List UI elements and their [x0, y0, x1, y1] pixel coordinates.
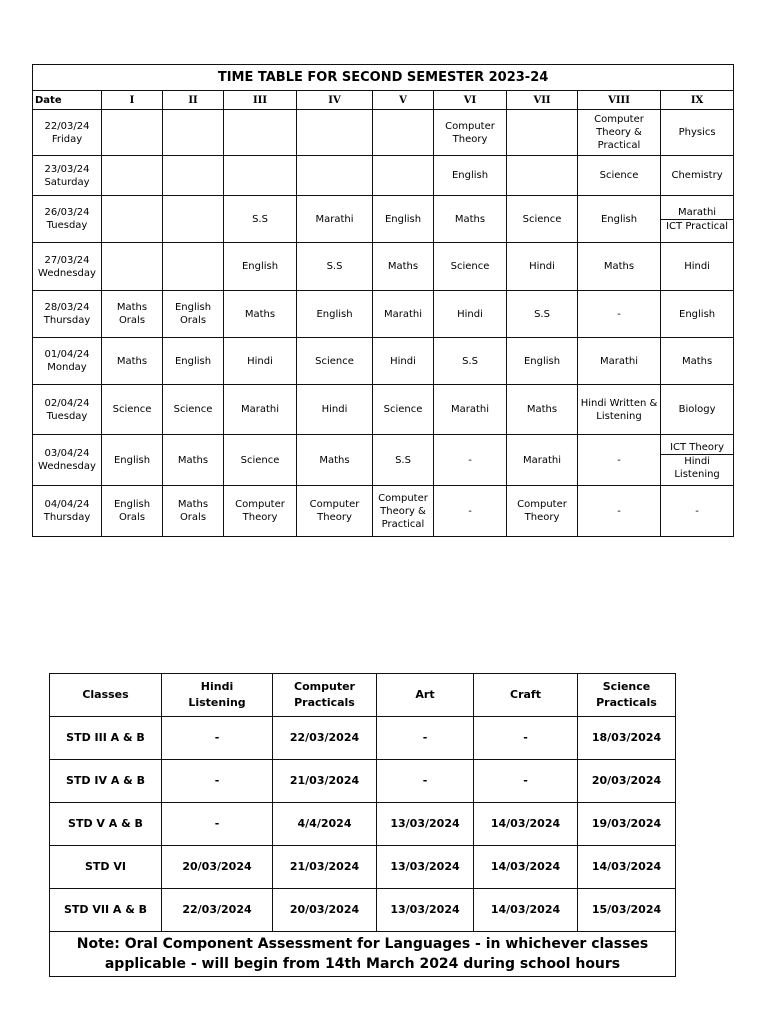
subject-cell: Computer Theory & Practical: [578, 110, 661, 156]
subject-cell: [507, 110, 578, 156]
practical-date-cell: 20/03/2024: [162, 846, 273, 889]
class-column-header: IV: [297, 91, 373, 110]
subject-cell: [507, 156, 578, 196]
practical-date-cell: 19/03/2024: [578, 803, 676, 846]
subject-cell: Hindi Written & Listening: [578, 385, 661, 435]
subject-cell: Maths: [163, 435, 224, 486]
practical-date-cell: 14/03/2024: [474, 803, 578, 846]
timetable-title: TIME TABLE FOR SECOND SEMESTER 2023-24: [33, 65, 734, 91]
subject-cell: -: [661, 486, 734, 537]
class-column-header: VII: [507, 91, 578, 110]
subject-cell: English: [578, 196, 661, 243]
subject-cell: Science: [163, 385, 224, 435]
subject-cell: Maths: [434, 196, 507, 243]
practicals-row: [50, 889, 676, 932]
subject-cell: [102, 156, 163, 196]
practical-date-cell: 13/03/2024: [377, 889, 474, 932]
subject-cell: S.S: [507, 291, 578, 338]
subject-cell: Maths: [297, 435, 373, 486]
timetable-header-row: [33, 91, 734, 110]
subject-cell: -: [578, 486, 661, 537]
subject-cell: [297, 156, 373, 196]
subject-cell: English Orals: [102, 486, 163, 537]
subject-cell: Maths: [224, 291, 297, 338]
subject-cell: Maths: [661, 338, 734, 385]
class-name-cell: STD III A & B: [50, 717, 162, 760]
timetable-row: [33, 243, 734, 291]
practical-date-cell: -: [162, 760, 273, 803]
practical-date-cell: 13/03/2024: [377, 846, 474, 889]
subject-cell: [224, 110, 297, 156]
subject-cell: Science: [434, 243, 507, 291]
subject-cell: Maths: [507, 385, 578, 435]
exam-timetable: [32, 64, 734, 537]
subject-cell: Biology: [661, 385, 734, 435]
subject-cell: [163, 196, 224, 243]
class-column-header: VI: [434, 91, 507, 110]
practical-date-cell: 20/03/2024: [578, 760, 676, 803]
subject-cell: Computer Theory & Practical: [373, 486, 434, 537]
subject-cell: Hindi: [661, 243, 734, 291]
practicals-column-header: Craft: [474, 674, 578, 717]
subject-cell: English: [163, 338, 224, 385]
practical-date-cell: 18/03/2024: [578, 717, 676, 760]
class-column-header: I: [102, 91, 163, 110]
practicals-column-header: Classes: [50, 674, 162, 717]
subject-cell: Computer Theory: [224, 486, 297, 537]
practical-date-cell: 14/03/2024: [474, 889, 578, 932]
oral-assessment-note: Note: Oral Component Assessment for Languages - in whichever classes applicable - will begin from 14th March 2024 during school hours: [50, 932, 676, 977]
practical-date-cell: -: [377, 717, 474, 760]
practicals-row: [50, 803, 676, 846]
exam-date-cell: 04/04/24 Thursday: [33, 486, 102, 537]
subject-cell: Computer Theory: [434, 110, 507, 156]
practical-date-cell: 4/4/2024: [273, 803, 377, 846]
split-subject-cell: [661, 435, 734, 486]
split-subject-cell: [661, 196, 734, 243]
exam-date-cell: 27/03/24 Wednesday: [33, 243, 102, 291]
subject-cell: English: [297, 291, 373, 338]
practical-date-cell: -: [474, 760, 578, 803]
subject-cell: S.S: [224, 196, 297, 243]
subject-cell: [163, 243, 224, 291]
subject-cell: Hindi: [434, 291, 507, 338]
timetable-row: [33, 156, 734, 196]
subject-cell: Marathi: [434, 385, 507, 435]
subject-cell: Physics: [661, 110, 734, 156]
subject-cell: [163, 156, 224, 196]
subject-cell: Maths Orals: [163, 486, 224, 537]
subject-cell: English Orals: [163, 291, 224, 338]
practicals-column-header: Art: [377, 674, 474, 717]
timetable-row: [33, 338, 734, 385]
subject-cell: [224, 156, 297, 196]
subject-cell: [102, 110, 163, 156]
split-subject-bottom: Hindi Listening: [674, 455, 720, 480]
practical-date-cell: -: [377, 760, 474, 803]
exam-date-cell: 23/03/24 Saturday: [33, 156, 102, 196]
practicals-body: [50, 717, 676, 932]
subject-cell: Marathi: [507, 435, 578, 486]
practical-date-cell: -: [474, 717, 578, 760]
subject-cell: [102, 196, 163, 243]
subject-cell: Marathi: [578, 338, 661, 385]
exam-date-cell: 26/03/24 Tuesday: [33, 196, 102, 243]
practicals-row: [50, 760, 676, 803]
subject-cell: Hindi: [297, 385, 373, 435]
subject-cell: S.S: [373, 435, 434, 486]
practical-date-cell: 22/03/2024: [273, 717, 377, 760]
class-column-header: V: [373, 91, 434, 110]
subject-cell: Science: [578, 156, 661, 196]
subject-cell: Science: [507, 196, 578, 243]
subject-cell: English: [224, 243, 297, 291]
practicals-row: [50, 846, 676, 889]
subject-cell: English: [373, 196, 434, 243]
subject-cell: Maths Orals: [102, 291, 163, 338]
subject-cell: [163, 110, 224, 156]
subject-cell: Marathi: [373, 291, 434, 338]
subject-cell: Science: [224, 435, 297, 486]
practicals-row: [50, 717, 676, 760]
practical-date-cell: -: [162, 717, 273, 760]
class-column-header: IX: [661, 91, 734, 110]
practicals-column-header: Science Practicals: [578, 674, 676, 717]
timetable-row: [33, 486, 734, 537]
subject-cell: Chemistry: [661, 156, 734, 196]
subject-cell: Maths: [373, 243, 434, 291]
practical-date-cell: 21/03/2024: [273, 760, 377, 803]
subject-cell: -: [434, 486, 507, 537]
date-column-header: Date: [33, 91, 102, 110]
subject-cell: Computer Theory: [297, 486, 373, 537]
subject-cell: Hindi: [224, 338, 297, 385]
practicals-header-row: [50, 674, 676, 717]
exam-date-cell: 03/04/24 Wednesday: [33, 435, 102, 486]
class-column-header: VIII: [578, 91, 661, 110]
subject-cell: S.S: [297, 243, 373, 291]
timetable-row: [33, 435, 734, 486]
exam-date-cell: 01/04/24 Monday: [33, 338, 102, 385]
timetable-row: [33, 291, 734, 338]
class-name-cell: STD V A & B: [50, 803, 162, 846]
class-column-header: III: [224, 91, 297, 110]
subject-cell: English: [102, 435, 163, 486]
practical-date-cell: 14/03/2024: [578, 846, 676, 889]
practicals-column-header: Computer Practicals: [273, 674, 377, 717]
class-name-cell: STD VII A & B: [50, 889, 162, 932]
subject-cell: Marathi: [224, 385, 297, 435]
practicals-schedule: [49, 673, 676, 977]
practical-date-cell: 13/03/2024: [377, 803, 474, 846]
practicals-column-header: Hindi Listening: [162, 674, 273, 717]
timetable-row: [33, 110, 734, 156]
subject-cell: English: [434, 156, 507, 196]
subject-cell: -: [578, 435, 661, 486]
timetable-body: [33, 110, 734, 537]
subject-cell: English: [661, 291, 734, 338]
subject-cell: Maths: [102, 338, 163, 385]
subject-cell: -: [434, 435, 507, 486]
subject-cell: [297, 110, 373, 156]
subject-cell: S.S: [434, 338, 507, 385]
subject-cell: Hindi: [373, 338, 434, 385]
subject-cell: [373, 156, 434, 196]
subject-cell: Marathi: [297, 196, 373, 243]
subject-cell: Science: [297, 338, 373, 385]
practical-date-cell: 14/03/2024: [474, 846, 578, 889]
timetable-row: [33, 196, 734, 243]
timetable-row: [33, 385, 734, 435]
exam-date-cell: 28/03/24 Thursday: [33, 291, 102, 338]
subject-cell: -: [578, 291, 661, 338]
class-name-cell: STD VI: [50, 846, 162, 889]
subject-cell: [373, 110, 434, 156]
practical-date-cell: 15/03/2024: [578, 889, 676, 932]
practical-date-cell: 21/03/2024: [273, 846, 377, 889]
subject-cell: Science: [373, 385, 434, 435]
exam-date-cell: 22/03/24 Friday: [33, 110, 102, 156]
subject-cell: Computer Theory: [507, 486, 578, 537]
subject-cell: English: [507, 338, 578, 385]
split-subject-top: Marathi: [661, 205, 733, 220]
class-column-header: II: [163, 91, 224, 110]
class-name-cell: STD IV A & B: [50, 760, 162, 803]
practical-date-cell: 20/03/2024: [273, 889, 377, 932]
subject-cell: Hindi: [507, 243, 578, 291]
subject-cell: Maths: [578, 243, 661, 291]
exam-date-cell: 02/04/24 Tuesday: [33, 385, 102, 435]
subject-cell: [102, 243, 163, 291]
practical-date-cell: -: [162, 803, 273, 846]
split-subject-top: ICT Theory: [661, 440, 733, 455]
subject-cell: Science: [102, 385, 163, 435]
split-subject-bottom: ICT Practical: [666, 221, 729, 232]
practical-date-cell: 22/03/2024: [162, 889, 273, 932]
